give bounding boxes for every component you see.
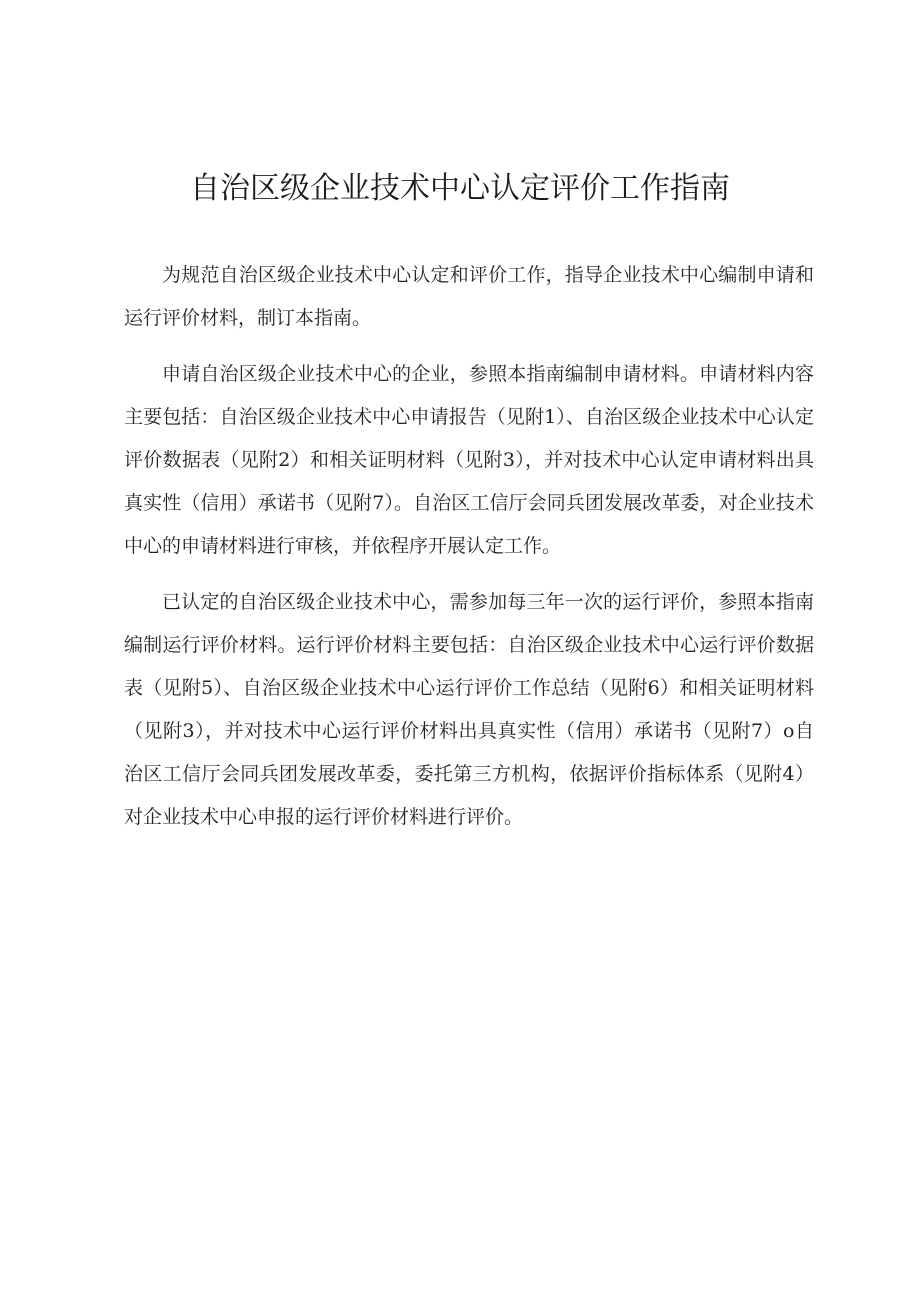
- document-body: [124, 254, 814, 852]
- paragraph-purpose: 为规范自治区级企业技术中心认定和评价工作，指导企业技术中心编制申请和运行评价材料，制订本指南。: [124, 264, 814, 329]
- document-title: 自治区级企业技术中心认定评价工作指南: [190, 171, 730, 206]
- paragraph-application: 申请自治区级企业技术中心的企业，参照本指南编制申请材料。申请材料内容主要包括：自治区级企业技术中心申请报告（见附1）、自治区级企业技术中心认定评价数据表（见附2）和相关证明材料（见附3），并对技术中心认定申请材料出具真实性（信用）承诺书（见附7）。自治区工信厅会同兵团发展改革委，对企业技术中心的申请材料进行审核，并依程序开展认定工作。: [124, 363, 814, 557]
- paragraph-evaluation: 已认定的自治区级企业技术中心，需参加每三年一次的运行评价，参照本指南编制运行评价材料。运行评价材料主要包括：自治区级企业技术中心运行评价数据表（见附5）、自治区级企业技术中心运行评价工作总结（见附6）和相关证明材料（见附3），并对技术中心运行评价材料出具真实性（信用）承诺书（见附7）o自治区工信厅会同兵团发展改革委，委托第三方机构，依据评价指标体系（见附4）对企业技术中心申报的运行评价材料进行评价。: [124, 591, 814, 828]
